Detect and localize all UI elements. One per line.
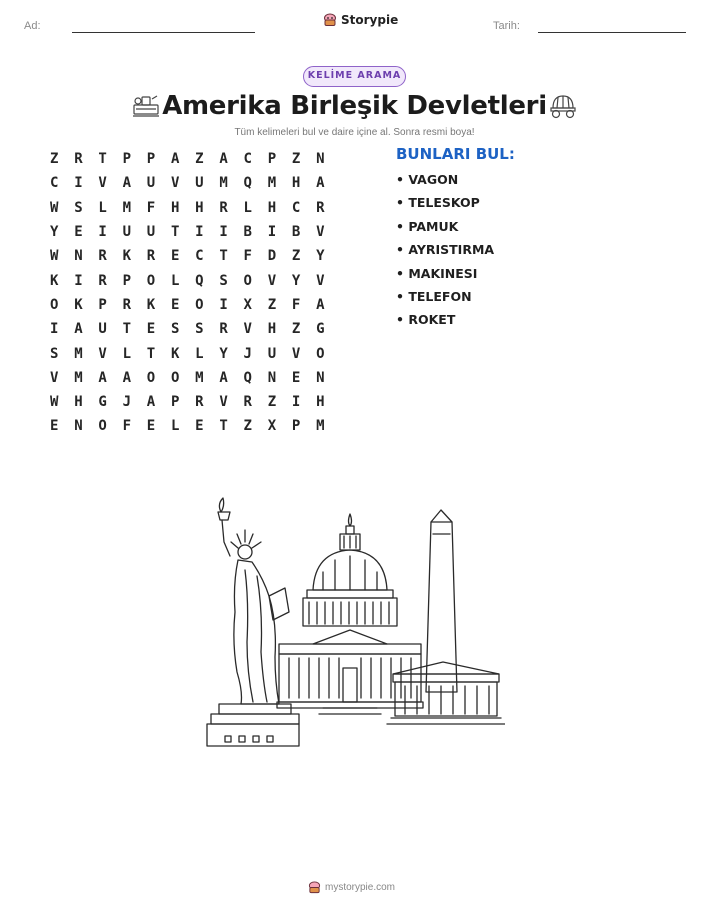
grid-letter[interactable]: M [74,345,83,362]
grid-letter[interactable]: M [219,175,228,192]
grid-letter[interactable]: V [170,175,180,192]
grid-letter[interactable]: S [219,272,228,289]
grid-letter[interactable]: C [291,199,301,216]
grid-letter[interactable]: I [50,321,59,338]
grid-letter[interactable]: M [122,199,131,216]
grid-letter[interactable]: Y [219,345,228,362]
page-title: Amerika Birleşik Devletleri [162,91,547,121]
grid-letter[interactable]: H [316,394,325,411]
grid-letter[interactable]: H [291,175,301,192]
grid-letter[interactable]: U [146,224,156,241]
grid-letter[interactable]: T [170,224,180,241]
grid-letter[interactable]: X [267,418,277,435]
grid-letter[interactable]: A [122,369,131,386]
word-search-grid[interactable] [48,147,338,439]
grid-letter[interactable]: T [219,418,228,435]
grid-letter[interactable]: L [122,345,131,362]
grid-letter[interactable]: Y [291,272,301,289]
grid-letter[interactable]: A [219,151,228,168]
grid-letter[interactable]: N [267,369,277,386]
grid-letter[interactable]: O [98,418,107,435]
word-item: • AYRISTIRMA [396,242,495,258]
grid-letter[interactable]: V [243,321,252,338]
grid-letter[interactable]: U [122,224,131,241]
grid-letter[interactable]: O [243,272,252,289]
footer [308,881,395,894]
usa-monuments-illustration[interactable] [205,492,505,748]
grid-letter[interactable]: S [74,199,83,216]
grid-letter[interactable]: U [195,175,204,192]
grid-letter[interactable]: V [267,272,277,289]
grid-letter[interactable]: A [74,321,83,338]
grid-letter[interactable]: A [316,175,325,192]
grid-letter[interactable]: S [50,345,59,362]
grid-row [48,293,338,317]
grid-letter[interactable]: E [146,321,156,338]
grid-letter[interactable]: I [267,224,277,241]
grid-letter[interactable]: F [122,418,131,435]
grid-letter[interactable]: N [316,369,325,386]
grid-letter[interactable]: H [195,199,204,216]
grid-letter[interactable]: R [195,394,204,411]
grid-letter[interactable]: H [267,321,277,338]
grid-letter[interactable]: A [170,151,180,168]
grid-letter[interactable]: I [74,175,83,192]
grid-letter[interactable]: V [50,369,59,386]
grid-letter[interactable]: O [195,296,204,313]
grid-letter[interactable]: F [291,296,301,313]
grid-letter[interactable]: R [98,248,107,265]
grid-letter[interactable]: I [291,394,301,411]
grid-letter[interactable]: J [122,394,131,411]
grid-letter[interactable]: H [170,199,180,216]
grid-letter[interactable]: X [243,296,252,313]
grid-letter[interactable]: V [316,272,325,289]
grid-letter[interactable]: T [98,151,107,168]
grid-letter[interactable]: I [195,224,204,241]
grid-row [48,147,338,171]
grid-letter[interactable]: Z [267,394,277,411]
grid-letter[interactable]: Z [291,248,301,265]
word-item: • ROKET [396,312,456,328]
grid-letter[interactable]: R [74,151,83,168]
grid-letter[interactable]: P [98,296,107,313]
grid-letter[interactable]: V [291,345,301,362]
grid-letter[interactable]: K [74,296,83,313]
grid-letter[interactable]: G [316,321,325,338]
grid-letter[interactable]: O [50,296,59,313]
date-line[interactable] [538,32,686,33]
grid-row [48,366,338,390]
grid-letter[interactable]: L [98,199,107,216]
grid-letter[interactable]: R [219,321,228,338]
grid-letter[interactable]: E [50,418,59,435]
grid-letter[interactable]: N [74,248,83,265]
grid-letter[interactable]: O [146,272,156,289]
grid-letter[interactable]: S [170,321,180,338]
grid-letter[interactable]: R [243,394,252,411]
grid-letter[interactable]: H [267,199,277,216]
grid-letter[interactable]: P [291,418,301,435]
date-label: Tarih: [493,20,520,32]
grid-letter[interactable]: W [50,248,59,265]
grid-letter[interactable]: O [170,369,180,386]
word-item: • VAGON [396,172,459,187]
brand-name: Storypie [341,13,399,27]
instructions: Tüm kelimeleri bul ve daire içine al. Sonra resmi boya! [234,127,475,138]
grid-letter[interactable]: R [98,272,107,289]
grid-letter[interactable]: R [316,199,325,216]
grid-letter[interactable]: U [98,321,107,338]
name-label: Ad: [24,20,41,32]
grid-letter[interactable]: D [267,248,277,265]
grid-letter[interactable]: U [267,345,277,362]
grid-letter[interactable]: V [98,175,107,192]
word-item: • PAMUK [396,218,459,234]
activity-type-badge: KELİME ARAMA [303,66,406,87]
grid-row [48,317,338,341]
grid-letter[interactable]: U [146,175,156,192]
grid-letter[interactable]: N [316,151,325,168]
grid-letter[interactable]: E [74,224,83,241]
storypie-mascot-icon [323,13,337,27]
word-item: • TELEFON [396,288,472,304]
grid-letter[interactable]: G [98,394,107,411]
grid-letter[interactable]: F [243,248,252,265]
name-line[interactable] [72,32,255,33]
grid-letter[interactable]: T [146,345,156,362]
grid-letter[interactable]: B [291,224,301,241]
government-building [387,662,505,724]
grid-letter[interactable]: K [122,248,131,265]
grid-row [48,414,338,438]
grid-letter[interactable]: L [170,418,180,435]
grid-letter[interactable]: E [170,248,180,265]
word-item: • MAKINESI [396,265,478,281]
grid-row [48,268,338,292]
grid-letter[interactable]: Q [243,369,252,386]
grid-row [48,171,338,195]
grid-letter[interactable]: W [50,394,59,411]
grid-letter[interactable]: K [50,272,59,289]
storypie-mascot-icon [308,881,321,894]
grid-letter[interactable]: O [146,369,156,386]
grid-letter[interactable]: Z [243,418,252,435]
grid-letter[interactable]: A [146,394,156,411]
word-item: • TELESKOP [396,195,480,211]
grid-letter[interactable]: S [195,321,204,338]
grid-letter[interactable]: E [170,296,180,313]
grid-row [48,390,338,414]
grid-letter[interactable]: I [219,224,228,241]
grid-letter[interactable]: Y [316,248,325,265]
grid-letter[interactable]: O [316,345,325,362]
grid-letter[interactable]: I [74,272,83,289]
grid-letter[interactable]: V [219,394,228,411]
grid-letter[interactable]: Z [50,151,59,168]
grid-letter[interactable]: M [74,369,83,386]
grid-letter[interactable]: Y [50,224,59,241]
grid-letter[interactable]: B [243,224,252,241]
grid-letter[interactable]: A [316,296,325,313]
grid-letter[interactable]: P [170,394,180,411]
grid-letter[interactable]: W [50,199,59,216]
grid-letter[interactable]: C [243,151,252,168]
grid-letter[interactable]: V [316,224,325,241]
grid-letter[interactable]: E [146,418,156,435]
grid-letter[interactable]: C [50,175,59,192]
covered-wagon-icon [548,93,578,119]
grid-letter[interactable]: V [98,345,107,362]
grid-letter[interactable]: P [146,151,156,168]
grid-letter[interactable]: Q [243,175,252,192]
capitol-building [277,514,423,714]
grid-letter[interactable]: L [243,199,252,216]
grid-letter[interactable]: F [146,199,156,216]
grid-letter[interactable]: Z [291,321,301,338]
word-list-title: BUNLARI BUL: [396,145,515,163]
grid-letter[interactable]: A [98,369,107,386]
grid-letter[interactable]: Z [291,151,301,168]
grid-letter[interactable]: R [219,199,228,216]
grid-letter[interactable]: Q [195,272,204,289]
grid-row [48,341,338,365]
grid-letter[interactable]: R [122,296,131,313]
grid-letter[interactable]: E [291,369,301,386]
grid-letter[interactable]: E [195,418,204,435]
word-list [396,172,494,336]
brand-logo [323,13,398,27]
grid-letter[interactable]: L [170,272,180,289]
grid-letter[interactable]: R [146,248,156,265]
grid-letter[interactable]: J [243,345,252,362]
grid-letter[interactable]: I [219,296,228,313]
grid-letter[interactable]: A [219,369,228,386]
grid-letter[interactable]: M [195,369,204,386]
grid-letter[interactable]: K [170,345,180,362]
grid-letter[interactable]: L [195,345,204,362]
grid-letter[interactable]: T [219,248,228,265]
grid-letter[interactable]: Z [267,296,277,313]
footer-url: mystorypie.com [325,882,396,893]
grid-row [48,220,338,244]
grid-letter[interactable]: P [122,151,131,168]
grid-row [48,196,338,220]
grid-letter[interactable]: C [195,248,204,265]
grid-letter[interactable]: P [122,272,131,289]
grid-letter[interactable]: K [146,296,156,313]
grid-letter[interactable]: T [122,321,131,338]
grid-letter[interactable]: Z [195,151,204,168]
grid-letter[interactable]: I [98,224,107,241]
grid-letter[interactable]: M [316,418,325,435]
statue-of-liberty [207,498,299,746]
grid-letter[interactable]: A [122,175,131,192]
grid-row [48,244,338,268]
grid-letter[interactable]: M [267,175,277,192]
grid-letter[interactable]: H [74,394,83,411]
grid-letter[interactable]: P [267,151,277,168]
grid-letter[interactable]: N [74,418,83,435]
